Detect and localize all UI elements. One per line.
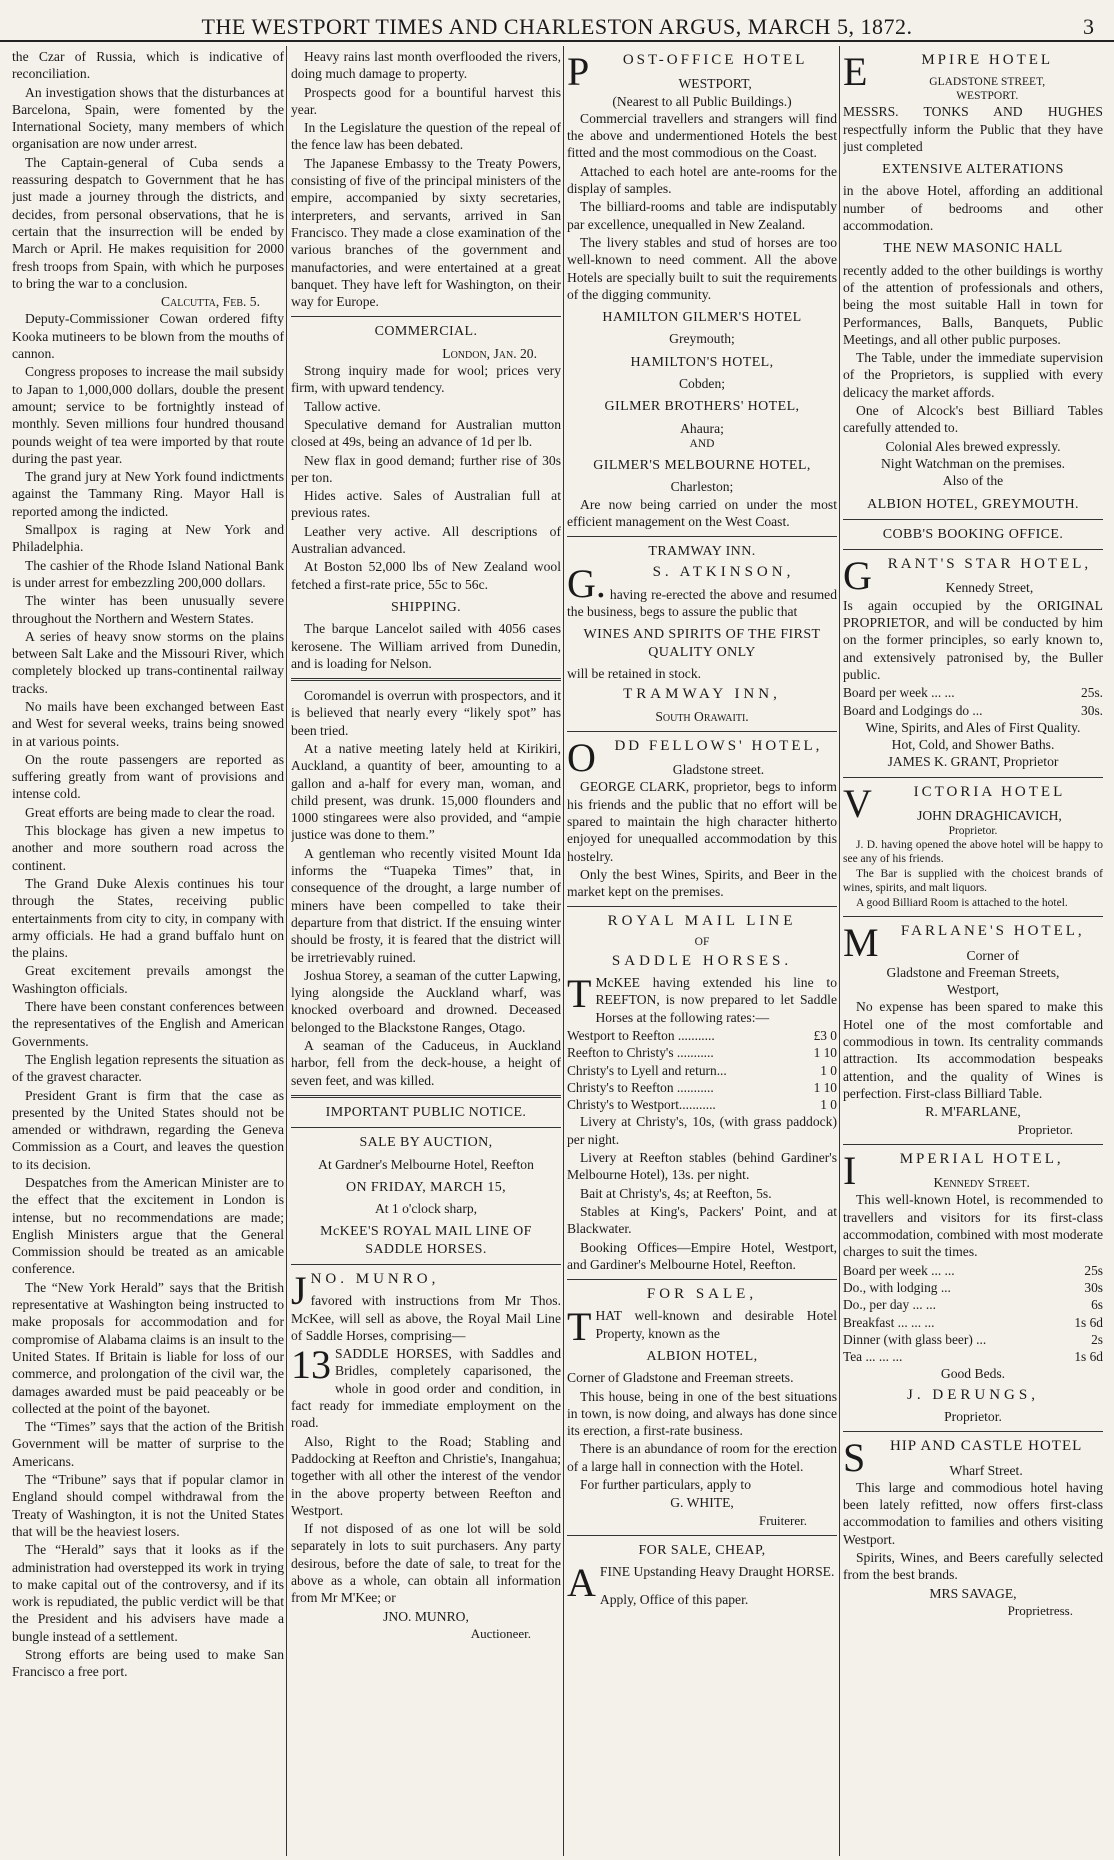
article-paragraph: the Czar of Russia, which is indicative of reconciliation. — [12, 49, 284, 82]
drop-cap: J — [291, 1268, 307, 1313]
article-paragraph: Great excitement prevails amongst the Washington officials. — [12, 963, 284, 996]
auctioneer-notice — [291, 1268, 561, 1344]
column-3 — [567, 48, 837, 1856]
ad-title: MPERIAL HOTEL, — [899, 1150, 1064, 1167]
article-paragraph: Deputy-Commissioner Cowan ordered fifty Kooka mutineers to be blown from the mouths of cannon. — [12, 311, 284, 362]
section-divider — [291, 678, 561, 681]
article-paragraph: The “New York Herald” says that the British representative at Washington being instructed to make proposals for accommodation and for compromise of Alabama claims is an insult to the United States. If Britain is liable for loss of our commerce, and prolongation of the civil war, the damages awarded must be paid peaceably or be collected at the point of the bayonet. — [12, 1279, 284, 1416]
article-paragraph: The barque Lancelot sailed with 4056 cases kerosene. The William arrived from Dunedin, and is loading for Nelson. — [291, 621, 561, 671]
ad-paragraph: The billiard-rooms and table are indisputably par excellence, unequalled in New Zealand. — [567, 199, 837, 232]
signature: G. WHITE, — [670, 1495, 734, 1511]
proprietor-name: JOHN DRAGHICAVICH, — [917, 807, 1062, 823]
article-paragraph: This blockage has given a new impetus to another and more southern road across the continent. — [12, 823, 284, 873]
rate-row: Dinner (with glass beer) ... 2s — [843, 1331, 1103, 1347]
hotel-place: Cobden; — [678, 376, 726, 392]
ad-paragraph: having re-erected the above and resumed the business, begs to assure the public that — [567, 586, 837, 620]
ad-line: Wine, Spirits, and Ales of First Quality. — [865, 719, 1081, 735]
section-divider — [567, 906, 837, 907]
article-paragraph: At Boston 52,000 lbs of New Zealand wool fetched a first-rate price, 55c to 56c. — [291, 559, 561, 592]
article-paragraph: The Japanese Embassy to the Treaty Powers, consisting of five of the principal ministers of the empire, accompanied by sixty secretaries, interpreters, and servants, arrived in San Francisco. They made a close examination of the various branches of the government and manufactories, and were entertained at a great banquet. They have left for Washington, on their way for Europe. — [291, 155, 561, 310]
ad-post-office-hotel — [567, 49, 837, 530]
signature-title: Proprietor. — [1017, 1121, 1073, 1137]
section-divider — [843, 1431, 1103, 1432]
ad-paragraph: A good Billiard Room is attached to the hotel. — [856, 897, 1068, 910]
ad-title: ICTORIA HOTEL — [913, 783, 1066, 800]
masthead-title: THE WESTPORT TIMES AND CHARLESTON ARGUS, MARCH 5, 1872. — [201, 14, 913, 39]
ad-paragraph: Commercial travellers and strangers will find the above and undermentioned Hotels the best fitted and the most commodious on the Coast. — [567, 110, 837, 161]
ad-place: Gladstone street. — [672, 762, 765, 778]
drop-cap: T — [567, 1304, 592, 1350]
auction-venue: At Gardner's Melbourne Hotel, Reefton — [318, 1156, 534, 1172]
ad-title: DD FELLOWS' HOTEL, — [614, 737, 823, 754]
ad-for-sale-albion — [567, 1286, 837, 1529]
article-paragraph: The Captain-general of Cuba sends a reassuring despatch to Government that he has just made a journey through the districts, and decides, from personal observations, that he is certain that the insurrection will be ended by March or April. He makes requisition for 2000 fresh troops from Spain, with which he purposes to bring the war to a conclusion. — [12, 154, 284, 291]
hotel-name: GILMER'S MELBOURNE HOTEL, — [593, 457, 811, 473]
ad-paragraph: Apply, Office of this paper. — [599, 1591, 749, 1607]
ad-paragraph: HAT well-known and desirable Hotel Property, known as the — [595, 1308, 837, 1341]
article-paragraph: There have been constant conferences between the representatives of the English and American Governments. — [12, 999, 284, 1049]
drop-cap: V — [843, 780, 872, 826]
ad-place: Kennedy Street. — [933, 1175, 1030, 1191]
article-paragraph: Tallow active. — [304, 398, 381, 414]
article-paragraph: The English legation represents the situation as of the gravest character. — [12, 1051, 284, 1085]
ad-place: WESTPORT. — [956, 90, 1019, 103]
hotel-place: Ahaura; — [680, 420, 724, 436]
ad-empire-hotel — [843, 49, 1103, 543]
article-paragraph: A series of heavy snow storms on the plains between Salt Lake and the Missouri River, which completely blocked up trans-continental railway tracks. — [12, 628, 284, 696]
ad-paragraph: Booking Offices—Empire Hotel, Westport, and Gardiner's Melbourne Hotel, Reefton. — [567, 1239, 837, 1272]
ad-paragraph: The Bar is supplied with the choicest brands of wines, spirits, and malt liquors. — [843, 868, 1103, 895]
ad-paragraph: FINE Upstanding Heavy Draught HORSE. — [599, 1564, 835, 1580]
drop-cap: E — [843, 49, 868, 94]
article-paragraph: Congress proposes to increase the mail subsidy to Japan to 1,000,000 dollars, double the present amount; service to be fortnightly instead of monthly. Seven millions four hundred thousand pounds weight of tea were imported by that route during the past year. — [12, 364, 284, 466]
ad-line: Hot, Cold, and Shower Baths. — [891, 737, 1055, 753]
ad-emphasis: EXTENSIVE ALTERATIONS — [882, 162, 1064, 178]
article-paragraph: SADDLE HORSES, with Saddles and Bridles, completely caparisoned, the whole in good order and condition, in fact ready for immediate employment on the road. — [291, 1346, 561, 1431]
ad-paragraph: Livery at Reefton stables (behind Gardiner's Melbourne Hotel), 13s. per night. — [567, 1150, 837, 1183]
ad-title: OST-OFFICE HOTEL — [622, 52, 808, 68]
ad-heading: FOR SALE, CHEAP, — [638, 1542, 766, 1558]
article-paragraph: Speculative demand for Australian mutton closed at 49s, being an advance of 1d per lb. — [291, 416, 561, 450]
notice-heading: IMPORTANT PUBLIC NOTICE. — [325, 1104, 527, 1120]
auction-date: ON FRIDAY, MARCH 15, — [345, 1179, 507, 1195]
conjunction: AND — [689, 437, 715, 450]
hotel-place: Charleston; — [670, 479, 734, 495]
section-divider — [291, 1264, 561, 1265]
ad-line: Also of the — [942, 473, 1004, 489]
column-rule — [563, 46, 564, 1856]
conjunction: OF — [694, 935, 710, 948]
rate-row: Tea ... ... ... 1s 6d — [843, 1349, 1103, 1365]
signature: R. M'FARLANE, — [925, 1104, 1021, 1120]
hotel-name: ALBION HOTEL, — [646, 1349, 758, 1364]
section-divider — [843, 519, 1103, 520]
ad-paragraph: One of Alcock's best Billiard Tables carefully attended to. — [843, 403, 1103, 436]
section-divider — [843, 549, 1103, 550]
article-paragraph: Hides active. Sales of Australian full at previous rates. — [291, 488, 561, 521]
ad-place: GLADSTONE STREET, — [929, 76, 1046, 89]
ad-royal-mail-line — [567, 913, 837, 1273]
article-paragraph: Despatches from the American Minister are to the effect that the excitement in London is intense, but no recommendations are made; English Ministers argue that the General Commission should be treated as an amicable conference. — [12, 1175, 284, 1277]
rate-row: Christy's to Reefton ........... 1 10 — [567, 1079, 837, 1095]
section-divider — [291, 1127, 561, 1128]
ad-paragraph: Corner of Gladstone and Freeman streets. — [567, 1370, 794, 1386]
ad-paragraph: For further particulars, apply to — [580, 1477, 752, 1493]
ad-emphasis: THE NEW MASONIC HALL — [883, 241, 1063, 257]
drop-cap: A — [567, 1560, 596, 1606]
horses-lot — [291, 1342, 561, 1431]
article-paragraph: Coromandel is overrun with prospectors, and it is believed that nearly every “likely spot” has been tried. — [291, 688, 561, 738]
drop-cap: G — [843, 553, 872, 599]
section-divider — [291, 316, 561, 317]
signature-title: Proprietress. — [1007, 1602, 1073, 1618]
auctioneer-name: NO. MUNRO, — [310, 1271, 440, 1287]
article-paragraph: No mails have been exchanged between East and West for several weeks, trains being snowed in at various points. — [12, 698, 284, 749]
auction-time: At 1 o'clock sharp, — [374, 1201, 478, 1217]
article-paragraph: If not disposed of as one lot will be sold separately in lots to suit purchasers. Any party desirous, before the date of sale, to treat for the above as a whole, can obtain all information from Mr M'Kee; or — [291, 1521, 561, 1606]
signature: MRS SAVAGE, — [929, 1585, 1017, 1601]
section-divider — [843, 777, 1103, 778]
article-paragraph: A gentleman who recently visited Mount Ida informs the “Tuapeka Times” that, in consequence of the drought, a large number of miners have been compelled to take their departure from that district. If the ensuing winter should be frosty, it is feared that the district will be irretrievably ruined. — [291, 845, 561, 965]
ad-paragraph: GEORGE CLARK, proprietor, begs to inform his friends and the public that no effort will be spared to maintain the high character hitherto enjoyed for unequalled accommodation by this hostelry. — [567, 779, 837, 864]
auction-heading: SALE BY AUCTION, — [359, 1135, 493, 1151]
section-divider — [291, 1095, 561, 1098]
article-paragraph: Prospects good for a bountiful harvest this year. — [291, 84, 561, 117]
ad-ship-and-castle-hotel — [843, 1435, 1103, 1619]
rate-row: Breakfast ... ... ... 1s 6d — [843, 1314, 1103, 1330]
ad-horse-for-sale — [567, 1542, 837, 1608]
ad-paragraph: There is an abundance of room for the erection of a large hall in connection with the Hotel. — [567, 1441, 837, 1474]
section-divider — [567, 1279, 837, 1280]
proprietor-name: J. DERUNGS, — [907, 1386, 1039, 1403]
article-paragraph: The “Tribune” says that if popular clamor in England should compel withdrawal from the Treaty of Washington, it is not the United States that will be the heaviest losers. — [12, 1472, 284, 1539]
dateline: London, Jan. 20. — [442, 345, 537, 361]
article-paragraph: Also, Right to the Road; Stabling and Paddocking at Reefton and Christie's, Inangahua; together with all other the interest of the vendor in the above property between Reefton and Westport. — [291, 1433, 561, 1518]
ad-victoria-hotel — [843, 780, 1103, 911]
ad-paragraph: The livery stables and stud of horses are too well-known to need comment. All the above Hotels are specially built to suit the requirements of the digging community. — [567, 234, 837, 302]
article-paragraph: The grand jury at New York found indictments against the Tammany Ring. Mayor Hall is reported among the indicted. — [12, 469, 284, 519]
article-paragraph: In the Legislature the question of the repeal of the fence law has been debated. — [291, 120, 561, 153]
column-1 — [12, 48, 284, 1856]
article-paragraph: favored with instructions from Mr Thos. McKee, will sell as above, the Royal Mail Line of Saddle Horses, comprising— — [291, 1293, 561, 1343]
drop-cap: 13 — [291, 1342, 331, 1388]
ad-paragraph: Only the best Wines, Spirits, and Beer in the market kept on the premises. — [567, 866, 837, 900]
dateline: Calcutta, Feb. 5. — [160, 294, 260, 310]
ad-paragraph: This house, being in one of the best situations in town, is now doing, and always has done since its erection, a first-rate business. — [567, 1388, 837, 1439]
hotel-name: GILMER BROTHERS' HOTEL, — [604, 399, 800, 415]
ad-line: Colonial Ales brewed expressly. — [885, 438, 1061, 454]
auction-title: McKEE'S ROYAL MAIL LINE OF SADDLE HORSES. — [320, 1224, 532, 1257]
article-paragraph: Joshua Storey, a seaman of the cutter Lapwing, lying alongside the Auckland wharf, was knocked overboard and drowned. Deceased belonged to the Blackstone Ranges, Otago. — [291, 967, 561, 1035]
ad-heading: TRAMWAY INN, — [623, 686, 781, 703]
ad-paragraph: This well-known Hotel, is recommended to travellers and visitors for its first-class accommodation, combined with most moderate charges to suit the times. — [843, 1192, 1103, 1260]
ad-paragraph: Livery at Christy's, 10s, (with grass paddock) per night. — [567, 1114, 837, 1147]
section-heading: COMMERCIAL. — [374, 324, 478, 340]
signature: JNO. MUNRO, — [383, 1608, 469, 1624]
hotel-name: COBB'S BOOKING OFFICE. — [882, 526, 1064, 542]
proprietor-title: Proprietor. — [948, 825, 998, 838]
ad-place: Corner of — [966, 947, 1020, 963]
article-paragraph: A seaman of the Caduceus, in Auckland harbor, fell from the deck-house, a height of seven feet, and was killed. — [291, 1038, 561, 1088]
section-divider — [843, 916, 1103, 917]
drop-cap: S — [843, 1435, 866, 1481]
rate-row: Reefton to Christy's ........... 1 10 — [567, 1045, 837, 1061]
ad-paragraph: The Table, under the immediate supervision of the Proprietors, is supplied with every delicacy the market affords. — [843, 350, 1103, 400]
article-paragraph: The winter has been unusually severe throughout the Northern and Western States. — [12, 593, 284, 626]
drop-cap: G. — [567, 561, 606, 607]
ad-heading: TRAMWAY INN. — [648, 544, 756, 560]
ad-line: Good Beds. — [940, 1366, 1006, 1382]
ad-paragraph: No expense has been spared to make this Hotel one of the most comfortable and commodious in town. Its centrality commands attraction. Its accommodation bespeaks attention, and the quality of Wines is perfection. First-class Billiard Table. — [843, 999, 1103, 1101]
ad-place: Gladstone and Freeman Streets, — [886, 964, 1060, 980]
section-divider — [567, 536, 837, 537]
article-paragraph: Strong inquiry made for wool; prices very firm, with upward tendency. — [291, 363, 561, 396]
article-paragraph: The “Times” says that the action of the British Government will be matter of surprise to the Americans. — [12, 1419, 284, 1469]
ad-place: WESTPORT, — [678, 76, 752, 92]
ad-title: HIP AND CASTLE HOTEL — [889, 1438, 1083, 1455]
article-paragraph: An investigation shows that the disturbances at Barcelona, Spain, were fomented by the International Society, many members of which organisation are now under arrest. — [12, 84, 284, 152]
ad-odd-fellows-hotel — [567, 734, 837, 901]
ad-paragraph: Attached to each hotel are ante-rooms for the display of samples. — [567, 163, 837, 197]
rate-row: Westport to Reefton ........... £3 0 — [567, 1027, 837, 1043]
drop-cap: P — [567, 49, 590, 94]
signature-title: Fruiterer. — [758, 1512, 807, 1528]
page-number: 3 — [1083, 14, 1094, 39]
drop-cap: O — [567, 734, 596, 780]
ad-title: MPIRE HOTEL — [921, 52, 1054, 68]
section-divider — [843, 1144, 1103, 1145]
masthead — [0, 0, 1114, 42]
ad-heading: SADDLE HORSES. — [611, 952, 793, 969]
proprietor-title: Proprietor. — [944, 1409, 1002, 1424]
ad-paragraph: Bait at Christy's, 4s; at Reefton, 5s. — [580, 1185, 772, 1201]
column-2 — [291, 48, 561, 1856]
hotel-name: ALBION HOTEL, GREYMOUTH. — [867, 496, 1079, 512]
signature: JAMES K. GRANT, Proprietor — [887, 754, 1059, 770]
section-divider — [567, 731, 837, 732]
ad-place: Kennedy Street, — [945, 580, 1034, 596]
column-4 — [843, 48, 1103, 1856]
drop-cap: M — [843, 920, 879, 966]
hotel-place: Greymouth; — [669, 331, 735, 347]
rate-row: Board and Lodgings do ... 30s. — [843, 702, 1103, 718]
article-paragraph: At a native meeting lately held at Kirikiri, Auckland, a quantity of beer, amounting to a gallon and a-half for every man, woman, and child present, was drunk. 15,000 flounders and 1000 stingarees were also provided, and “ampie justice was done to them.” — [291, 740, 561, 843]
rate-row: Board per week ... ... 25s. — [843, 685, 1103, 701]
ad-paragraph: Is again occupied by the ORIGINAL PROPRIETOR, and will be conducted by him on the former principles, so early known to, and extensively patronised by, the Buller public. — [843, 597, 1103, 682]
column-rule — [839, 46, 840, 1856]
ad-paragraph: This large and commodious hotel having been lately refitted, now offers first-class accommodation to families and others visiting Westport. — [843, 1479, 1103, 1547]
ad-paragraph: Stables at King's, Packers' Point, and at Blackwater. — [567, 1203, 837, 1237]
column-rule — [286, 46, 287, 1856]
article-paragraph: The Grand Duke Alexis continues his tour through the States, receiving public entertainments from city to city, in company with army officials. He had a grand buffalo hunt on the plains. — [12, 875, 284, 961]
hotel-name: HAMILTON'S HOTEL, — [630, 354, 774, 370]
article-paragraph: On the route passengers are reported as suffering greatly from want of provisions and intense cold. — [12, 751, 284, 802]
article-paragraph: Leather very active. All descriptions of Australian advanced. — [291, 523, 561, 557]
ad-grants-star-hotel — [843, 553, 1103, 771]
rate-row: Do., with lodging ... 30s — [843, 1279, 1103, 1295]
article-paragraph: Heavy rains last month overflooded the rivers, doing much damage to property. — [291, 49, 561, 82]
article-paragraph: New flax in good demand; further rise of 30s per ton. — [291, 452, 561, 485]
ad-place: South Orawaiti. — [655, 708, 749, 724]
signature-title: Auctioneer. — [470, 1625, 531, 1641]
hotel-name: HAMILTON GILMER'S HOTEL — [602, 310, 802, 326]
ad-paragraph: will be retained in stock. — [567, 665, 702, 681]
ad-paragraph: McKEE having extended his line to REEFTON, is now prepared to let Saddle Horses at the following rates:— — [595, 975, 837, 1025]
article-paragraph: The “Herald” says that it looks as if the administration had overstepped its work in trying to make capital out of the controversy, and if its work is repudiated, the public verdict will be that the President and his advisers have made a bungle instead of a settlement. — [12, 1542, 284, 1644]
ad-paragraph: in the above Hotel, affording an additional number of bedrooms and other accommodation. — [843, 183, 1103, 234]
article-paragraph: Great efforts are being made to clear the road. — [25, 804, 275, 820]
ad-title: RANT'S STAR HOTEL, — [887, 556, 1092, 573]
rate-row: Board per week ... ... 25s — [843, 1262, 1103, 1278]
ad-tramway-inn — [567, 543, 837, 725]
ad-imperial-hotel — [843, 1147, 1103, 1425]
ad-title: FARLANE'S HOTEL, — [900, 923, 1085, 940]
ad-place: Wharf Street. — [949, 1462, 1023, 1478]
article-paragraph: Strong efforts are being used to make San Francisco a free port. — [12, 1647, 284, 1680]
ad-subtitle: (Nearest to all Public Buildings.) — [612, 93, 792, 109]
rate-row: Christy's to Westport........... 1 0 — [567, 1097, 837, 1113]
ad-heading: ROYAL MAIL LINE — [607, 913, 797, 930]
drop-cap: I — [843, 1147, 857, 1193]
article-paragraph: Smallpox is raging at New York and Philadelphia. — [12, 522, 284, 555]
ad-mfarlanes-hotel — [843, 920, 1103, 1138]
rate-row: Christy's to Lyell and return... 1 0 — [567, 1062, 837, 1078]
drop-cap: T — [567, 971, 592, 1017]
ad-paragraph: Spirits, Wines, and Beers carefully selected from the best brands. — [843, 1550, 1103, 1583]
ad-paragraph: recently added to the other buildings is worthy of the attention of professionals and others, being the most suitable Hall in town for Performances, Balls, Banquets, Public Meetings, and all other public purposes. — [843, 262, 1103, 347]
ad-paragraph: J. D. having opened the above hotel will be happy to see any of his friends. — [843, 839, 1103, 866]
article-paragraph: The cashier of the Rhode Island National Bank is under arrest for embezzling 200,000 dollars. — [12, 557, 284, 590]
section-heading: SHIPPING. — [390, 599, 462, 615]
rate-row: Do., per day ... ... 6s — [843, 1297, 1103, 1313]
ad-paragraph: Are now being carried on under the most efficient management on the West Coast. — [567, 496, 837, 529]
ad-line: Night Watchman on the premises. — [880, 455, 1066, 471]
section-divider — [567, 1535, 837, 1536]
ad-place: Westport, — [946, 982, 1000, 998]
article-paragraph: President Grant is firm that the case as presented by the United States should not be amended or withdrawn, regarding the Geneva Commission as a Court, and leaves the question to its decision. — [12, 1087, 284, 1172]
proprietor-name: S. ATKINSON, — [652, 564, 795, 581]
ad-heading: FOR SALE, — [646, 1286, 758, 1303]
ad-emphasis: WINES AND SPIRITS OF THE FIRST QUALITY ONLY — [583, 627, 821, 660]
ad-paragraph: MESSRS. TONKS AND HUGHES respectfully inform the Public that they have just completed — [843, 104, 1103, 154]
